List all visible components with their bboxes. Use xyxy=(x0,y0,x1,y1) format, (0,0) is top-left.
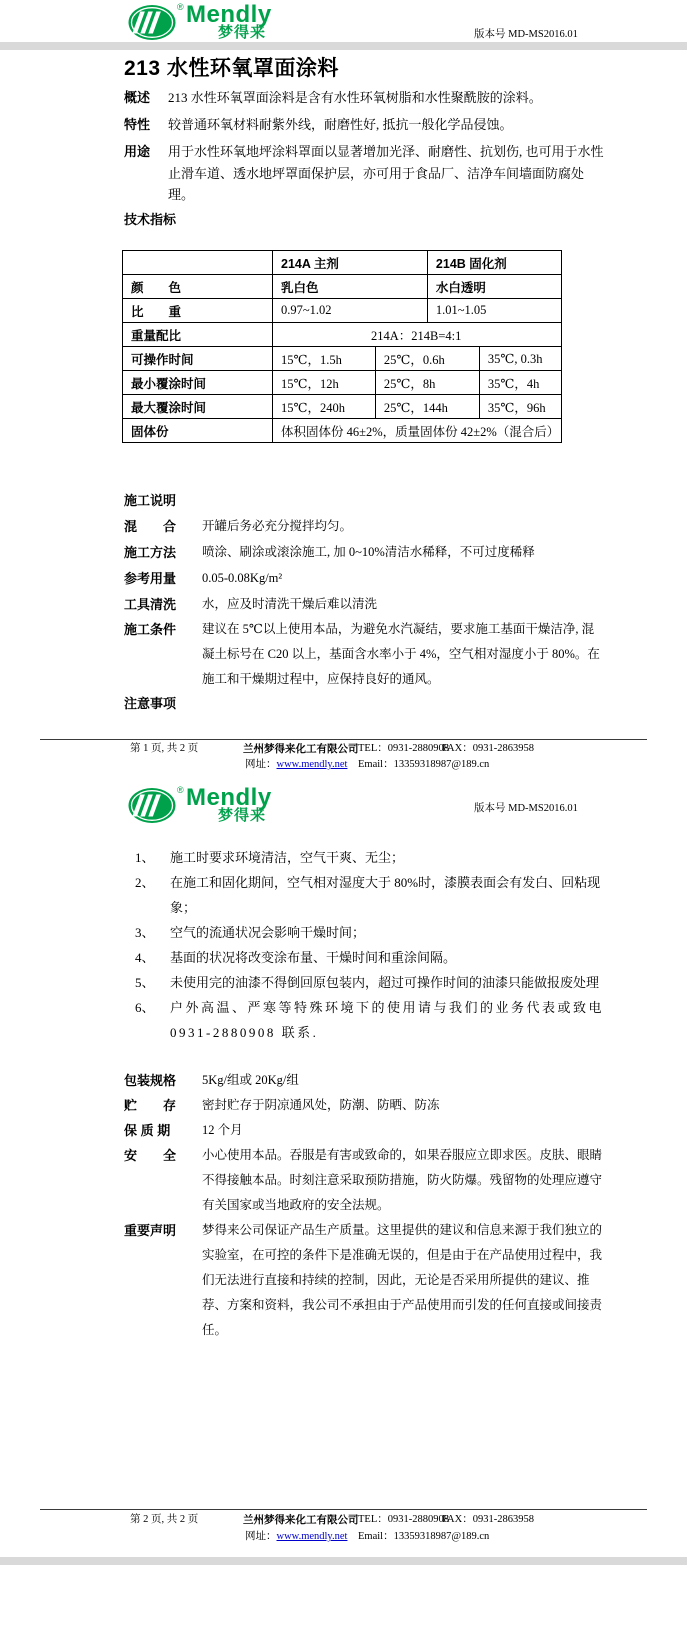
note-number: 6、 xyxy=(135,1000,155,1015)
mendly-logo xyxy=(128,784,328,827)
entry-text: 喷涂、刷涂或滚涂施工, 加 0~10%清洁水稀释，不可过度稀释 xyxy=(202,545,535,559)
product-title: 213 水性环氧罩面涂料 xyxy=(124,57,339,80)
table-cell: 乳白色 xyxy=(273,275,428,299)
table-row-min-recoat xyxy=(123,371,562,395)
entry-coverage xyxy=(124,566,602,591)
note-text: 在施工和固化期间，空气相对湿度大于 80%时，漆膜表面会有发白、回粘现象； xyxy=(170,875,601,915)
entry-text: 12 个月 xyxy=(202,1123,243,1137)
entry-label: 贮 存 xyxy=(124,1098,177,1113)
entry-label: 参考用量 xyxy=(124,571,177,586)
table-row-color xyxy=(123,275,562,299)
entry-text: 5Kg/组或 20Kg/组 xyxy=(202,1073,299,1087)
table-row-header xyxy=(123,251,562,275)
notes-list xyxy=(124,845,612,1045)
entry-disclaimer xyxy=(124,1218,602,1343)
table-row-label: 比 重 xyxy=(123,299,273,323)
brand-name-cn: 梦得来 xyxy=(218,807,267,824)
table-row-label: 最小覆涂时间 xyxy=(123,371,273,395)
company-name: 兰州梦得来化工有限公司 xyxy=(243,1514,359,1526)
table-row-label: 固体份 xyxy=(123,419,273,443)
note-item-6 xyxy=(124,995,612,1045)
footer-fax: FAX：0931-2863958 xyxy=(442,743,534,754)
brand-name-cn: 梦得来 xyxy=(218,24,267,41)
version-label: 版本号 MD-MS2016.01 xyxy=(474,29,578,40)
table-row-solids xyxy=(123,419,562,443)
footer-rule xyxy=(40,739,647,740)
table-cell: 15℃，1.5h xyxy=(273,347,376,371)
website-label: 网址： xyxy=(245,1531,277,1542)
entry-text: 建议在 5℃以上使用本品，为避免水汽凝结，要求施工基面干燥洁净, 混凝土标号在 C20 以上，基面含水率小于 4%，空气相对湿度小于 80%。在施工和干燥期过程中，应保持良好的通风。 xyxy=(202,622,600,686)
table-row-density xyxy=(123,299,562,323)
section-feature xyxy=(124,114,604,136)
entry-label: 保 质 期 xyxy=(124,1123,171,1138)
entry-mixing xyxy=(124,514,602,539)
entry-tool-cleaning xyxy=(124,592,602,617)
page-bottom-band xyxy=(0,1557,687,1565)
table-cell: 35℃，4h xyxy=(479,371,561,395)
entry-label: 工具清洗 xyxy=(124,597,177,612)
note-text: 户外高温、严寒等特殊环境下的使用请与我们的业务代表或致电 0931-2880908 联系. xyxy=(170,1000,605,1040)
mendly-logo-icon xyxy=(128,787,180,824)
registered-mark-icon: ® xyxy=(177,2,184,12)
table-row-label: 重量配比 xyxy=(123,323,273,347)
entry-text: 水，应及时清洗干燥后难以清洗 xyxy=(202,597,378,611)
note-number: 2、 xyxy=(135,875,155,890)
page-number: 第 2 页, 共 2 页 xyxy=(130,1514,199,1525)
table-cell: 1.01~1.05 xyxy=(427,299,561,323)
table-cell: 25℃，144h xyxy=(375,395,479,419)
footer-tel: TEL：0931-2880908 xyxy=(358,1514,449,1525)
entry-label: 重要声明 xyxy=(124,1223,177,1238)
tech-spec-table xyxy=(122,250,562,443)
section-usage xyxy=(124,141,604,206)
website-link[interactable]: www.mendly.net xyxy=(276,1531,348,1542)
note-item-5 xyxy=(124,970,612,995)
website-label: 网址： xyxy=(245,759,277,770)
table-cell: 15℃，12h xyxy=(273,371,376,395)
note-item-3 xyxy=(124,920,612,945)
website-link[interactable]: www.mendly.net xyxy=(276,759,348,770)
notes-heading: 注意事项 xyxy=(124,696,177,711)
entry-safety xyxy=(124,1143,602,1218)
table-cell: 水白透明 xyxy=(427,275,561,299)
section-text: 用于水性环氧地坪涂料罩面以显著增加光泽、耐磨性、抗划伤, 也可用于水性止滑车道、透水地坪罩面保护层，亦可用于食品厂、洁净车间墙面防腐处理。 xyxy=(168,144,604,202)
table-row-label: 可操作时间 xyxy=(123,347,273,371)
mendly-logo-icon xyxy=(128,4,180,41)
section-label: 特性 xyxy=(124,117,151,132)
note-item-2 xyxy=(124,870,612,920)
footer-email: Email：13359318987@189.cn xyxy=(358,759,490,770)
footer-rule xyxy=(40,1509,647,1510)
entry-label: 安 全 xyxy=(124,1148,177,1163)
table-row-label: 颜 色 xyxy=(123,275,273,299)
tech-spec-heading: 技术指标 xyxy=(124,212,177,227)
entry-shelf-life xyxy=(124,1118,602,1143)
section-text: 213 水性环氧罩面涂料是含有水性环氧树脂和水性聚酰胺的涂料。 xyxy=(168,90,542,105)
table-row-pot-life xyxy=(123,347,562,371)
table-row-label: 最大覆涂时间 xyxy=(123,395,273,419)
company-name: 兰州梦得来化工有限公司 xyxy=(243,743,359,755)
note-text: 空气的流通状况会影响干燥时间； xyxy=(170,925,366,940)
version-label: 版本号 MD-MS2016.01 xyxy=(474,803,578,814)
section-text: 较普通环氧材料耐紫外线，耐磨性好, 抵抗一般化学品侵蚀。 xyxy=(168,117,513,132)
entry-label: 包装规格 xyxy=(124,1073,177,1088)
note-number: 5、 xyxy=(135,975,155,990)
entry-text: 梦得来公司保证产品生产质量。这里提供的建议和信息来源于我们独立的实验室，在可控的条件下是准确无误的，但是由于在产品使用过程中，我们无法进行直接和持续的控制，因此，无论是否采用所提供的建议、推荐、方案和资料，我公司不承担由于产品使用而引发的任何直接或间接责任。 xyxy=(202,1223,603,1337)
note-text: 未使用完的油漆不得倒回原包装内，超过可操作时间的油漆只能做报废处理 xyxy=(170,975,600,990)
entry-application-conditions xyxy=(124,617,602,692)
table-cell: 25℃，0.6h xyxy=(375,347,479,371)
footer-website xyxy=(245,1530,347,1544)
note-number: 4、 xyxy=(135,950,155,965)
construction-heading: 施工说明 xyxy=(124,493,177,508)
brand-name: Mendly xyxy=(186,1,272,28)
table-cell: 214A：214B=4:1 xyxy=(273,323,562,347)
note-number: 3、 xyxy=(135,925,155,940)
entry-label: 施工方法 xyxy=(124,545,177,560)
table-cell: 0.97~1.02 xyxy=(273,299,428,323)
section-label: 概述 xyxy=(124,90,151,105)
registered-mark-icon: ® xyxy=(177,785,184,795)
entry-text: 小心使用本品。吞服是有害或致命的，如果吞服应立即求医。皮肤、眼睛不得接触本品。时刻注意采取预防措施，防火防爆。残留物的处理应遵守有关国家或当地政府的安全法规。 xyxy=(202,1148,603,1212)
entry-label: 施工条件 xyxy=(124,622,177,637)
note-text: 施工时要求环境清洁，空气干爽、无尘； xyxy=(170,850,405,865)
table-cell: 214A 主剂 xyxy=(273,251,428,275)
table-row-max-recoat xyxy=(123,395,562,419)
entry-packaging xyxy=(124,1068,602,1093)
entry-text: 密封贮存于阴凉通风处，防潮、防晒、防冻 xyxy=(202,1098,440,1112)
footer-website xyxy=(245,758,347,772)
entry-text: 0.05-0.08Kg/m² xyxy=(202,571,283,585)
mendly-logo xyxy=(128,1,328,44)
entry-label: 混 合 xyxy=(124,519,177,534)
table-cell: 15℃，240h xyxy=(273,395,376,419)
entry-storage xyxy=(124,1093,602,1118)
table-cell: 214B 固化剂 xyxy=(427,251,561,275)
table-cell xyxy=(123,251,273,275)
section-label: 用途 xyxy=(124,144,151,159)
note-item-1 xyxy=(124,845,612,870)
table-cell: 35℃, 0.3h xyxy=(479,347,561,371)
entry-text: 开罐后务必充分搅拌均匀。 xyxy=(202,519,353,533)
note-number: 1、 xyxy=(135,850,155,865)
table-cell: 体积固体份 46±2%，质量固体份 42±2%（混合后） xyxy=(273,419,562,443)
note-text: 基面的状况将改变涂布量、干燥时间和重涂间隔。 xyxy=(170,950,457,965)
footer-email: Email：13359318987@189.cn xyxy=(358,1531,490,1542)
table-cell: 25℃，8h xyxy=(375,371,479,395)
brand-name: Mendly xyxy=(186,784,272,811)
footer-fax: FAX：0931-2863958 xyxy=(442,1514,534,1525)
page-number: 第 1 页, 共 2 页 xyxy=(130,743,199,754)
page-top-band xyxy=(0,42,687,50)
entry-application-method xyxy=(124,540,602,565)
section-overview xyxy=(124,87,604,109)
note-item-4 xyxy=(124,945,612,970)
table-cell: 35℃，96h xyxy=(479,395,561,419)
footer-tel: TEL：0931-2880908 xyxy=(358,743,449,754)
table-row-ratio xyxy=(123,323,562,347)
